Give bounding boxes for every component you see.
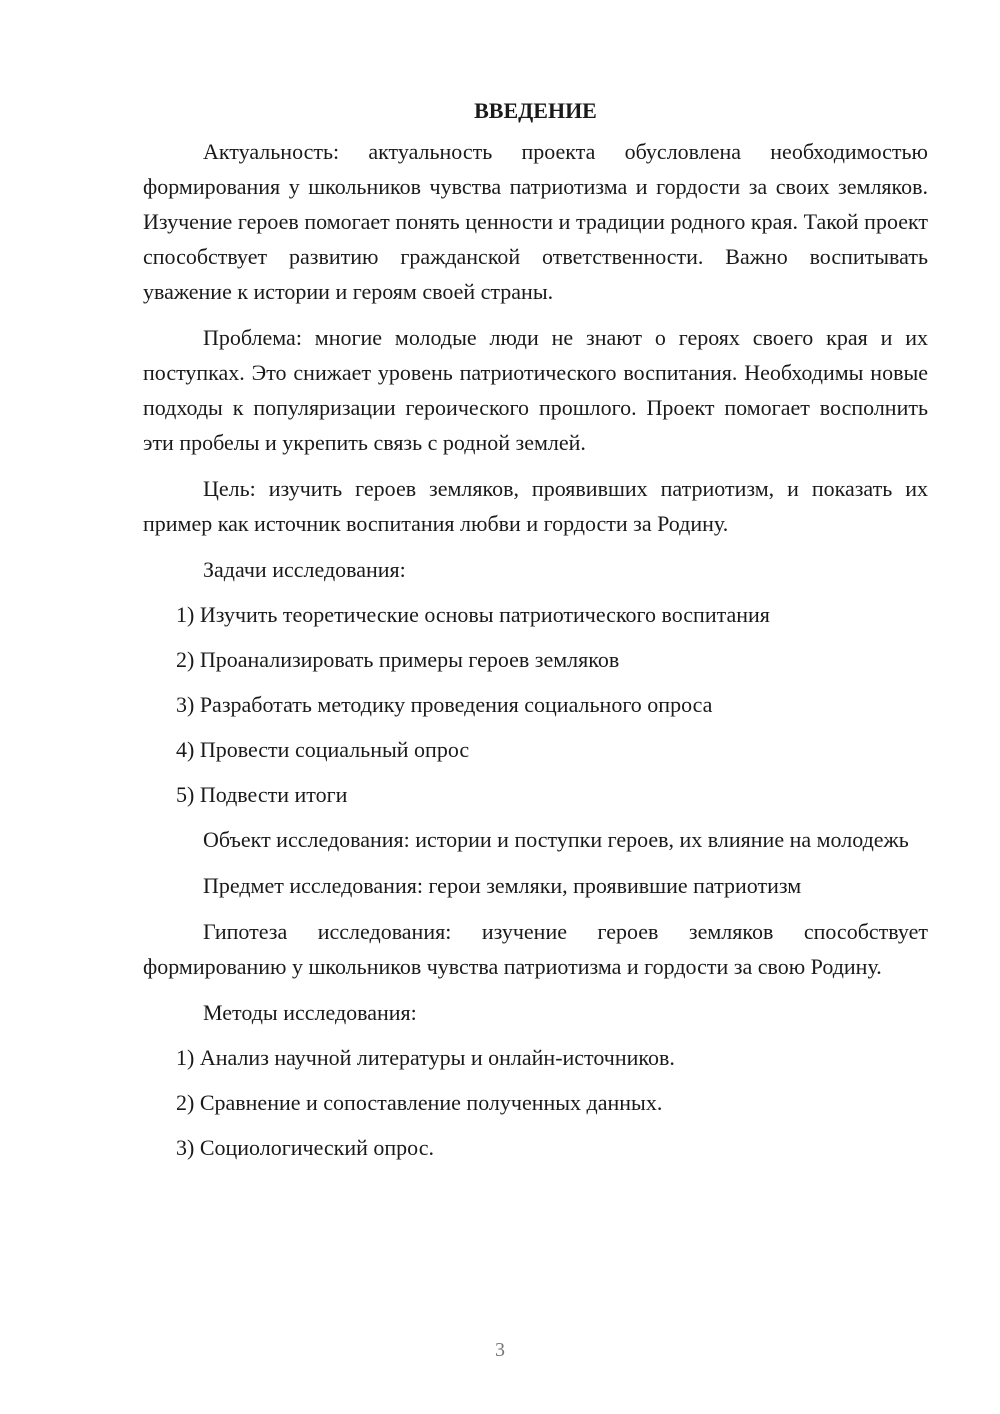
task-item: 4) Провести социальный опрос (176, 737, 470, 762)
tasks-list (143, 597, 928, 812)
object-paragraph: Объект исследования: истории и поступки героев, их влияние на молодежь (203, 827, 909, 852)
method-item: 1) Анализ научной литературы и онлайн-источников. (176, 1045, 675, 1070)
method-item: 2) Сравнение и сопоставление полученных данных. (176, 1090, 663, 1115)
task-item: 5) Подвести итоги (176, 782, 348, 807)
page-number: 3 (495, 1339, 505, 1361)
document-title: ВВЕДЕНИЕ (474, 98, 597, 123)
goal-paragraph: Цель: изучить героев земляков, проявивших патриотизм, и показать их пример как источник воспитания любви и гордости за Родину. (143, 476, 928, 536)
task-item: 2) Проанализировать примеры героев земляков (176, 647, 620, 672)
method-item: 3) Социологический опрос. (176, 1135, 434, 1160)
relevance-paragraph: Актуальность: актуальность проекта обусловлена необходимостью формирования у школьников чувства патриотизма и гордости за своих земляков. Изучение героев помогает понять ценности и традиции родного края. Такой проект способствует развитию гражданской ответственности. Важно воспитывать уважение к истории и героям своей страны. (143, 139, 928, 304)
problem-paragraph: Проблема: многие молодые люди не знают о героях своего края и их поступках. Это снижает уровень патриотического воспитания. Необходимы новые подходы к популяризации героического прошлого. Проект помогает восполнить эти пробелы и укрепить связь с родной землей. (143, 325, 928, 455)
task-item: 3) Разработать методику проведения социального опроса (176, 692, 713, 717)
methods-heading: Методы исследования: (203, 1000, 417, 1025)
task-item: 1) Изучить теоретические основы патриотического воспитания (176, 602, 770, 627)
tasks-heading: Задачи исследования: (203, 557, 406, 582)
methods-list (143, 1040, 928, 1165)
subject-paragraph: Предмет исследования: герои земляки, проявившие патриотизм (203, 873, 802, 898)
hypothesis-paragraph: Гипотеза исследования: изучение героев земляков способствует формированию у школьников чувства патриотизма и гордости за свою Родину. (143, 919, 928, 979)
